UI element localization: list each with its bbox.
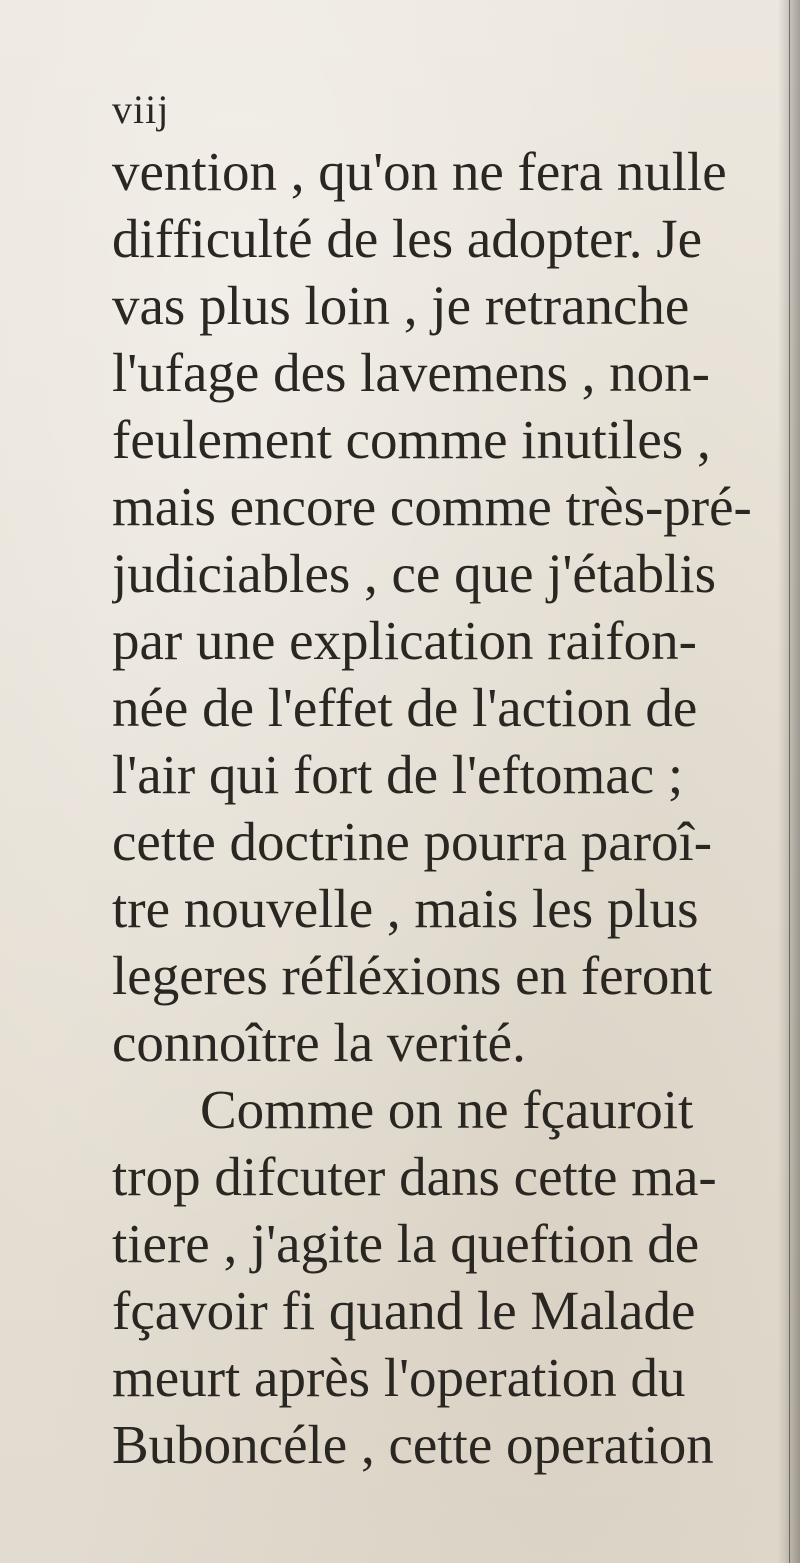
text-line: fçavoir fi quand le Malade bbox=[112, 1280, 696, 1341]
text-line: feulement comme inutiles , bbox=[112, 409, 711, 470]
text-line: par une explication raifon- bbox=[112, 610, 697, 671]
text-line: judiciables , ce que j'établis bbox=[112, 543, 717, 604]
text-line: l'ufage des lavemens , non- bbox=[112, 342, 710, 403]
paragraph-start-line: Comme on ne fçauroit bbox=[200, 1079, 694, 1140]
text-line: tre nouvelle , mais les plus bbox=[112, 878, 699, 939]
text-line: vention , qu'on ne fera nulle bbox=[112, 141, 727, 202]
text-line: difficulté de les adopter. Je bbox=[112, 208, 703, 269]
text-line: mais encore comme très-pré- bbox=[112, 476, 752, 537]
body-text bbox=[112, 138, 782, 1478]
text-line: cette doctrine pourra paroî- bbox=[112, 811, 713, 872]
text-line: l'air qui fort de l'eftomac ; bbox=[112, 744, 684, 805]
text-line: tiere , j'agite la queftion de bbox=[112, 1213, 700, 1274]
text-line: trop difcuter dans cette ma- bbox=[112, 1146, 717, 1207]
text-line: legeres réfléxions en feront bbox=[112, 945, 713, 1006]
text-line: Buboncéle , cette operation bbox=[112, 1414, 714, 1475]
page-gutter-line bbox=[789, 0, 790, 1563]
text-line: meurt après l'operation du bbox=[112, 1347, 686, 1408]
text-line: née de l'effet de l'action de bbox=[112, 677, 698, 738]
page-number: viij bbox=[112, 87, 170, 132]
text-line: vas plus loin , je retranche bbox=[112, 275, 690, 336]
text-line: connoître la verité. bbox=[112, 1012, 526, 1073]
